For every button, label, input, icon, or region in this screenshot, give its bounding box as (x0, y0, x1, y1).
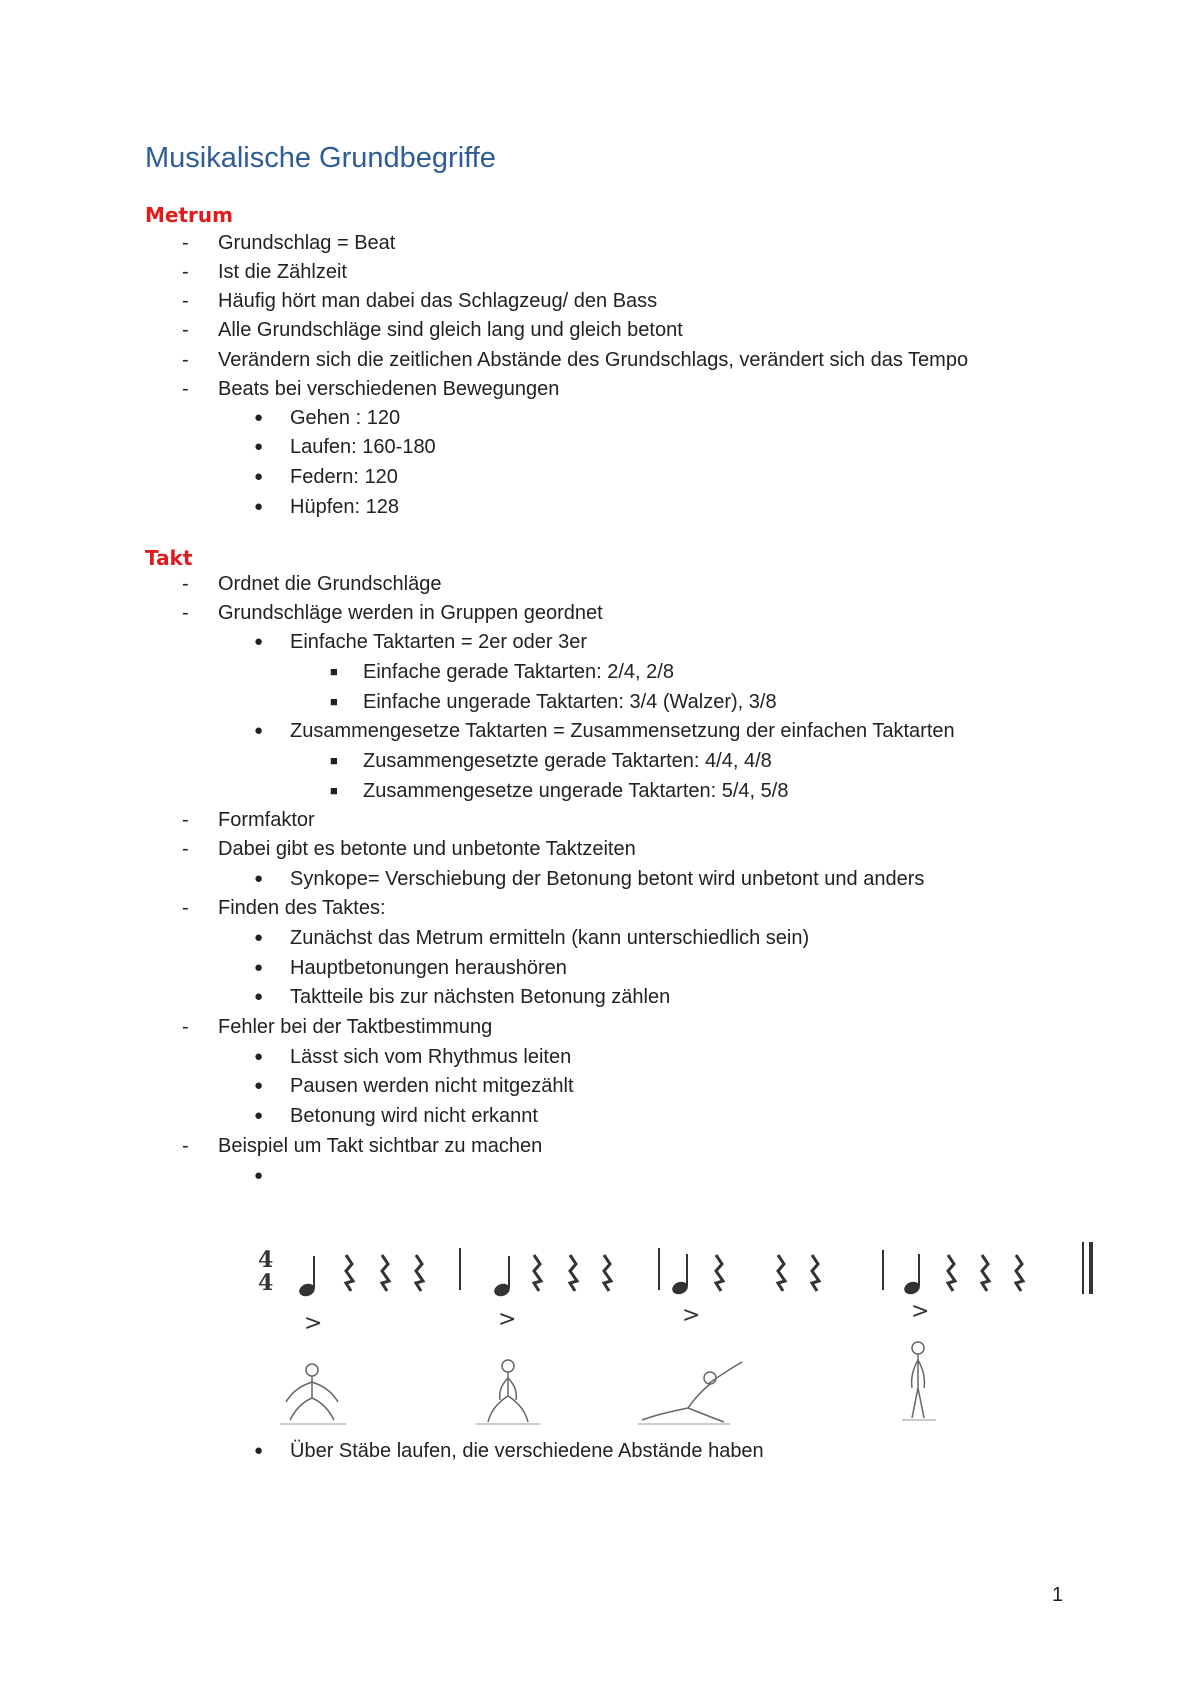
list-item: - Häufig hört man dabei das Schlagzeug/ den Bass (182, 290, 658, 312)
list-item: - Finden des Taktes: (182, 897, 386, 919)
list-item: - Fehler bei der Taktbestimmung (182, 1016, 493, 1038)
accent-mark: > (911, 1299, 930, 1324)
accent-mark: > (304, 1311, 323, 1336)
list-item: - Ist die Zählzeit (182, 261, 347, 283)
list-item: ■ Einfache ungerade Taktarten: 3/4 (Walzer), 3/8 (330, 691, 777, 713)
dash-marker: - (182, 349, 189, 371)
bullet-marker: ● (254, 988, 264, 1005)
list-item: ● Pausen werden nicht mitgezählt (254, 1075, 574, 1097)
list-item: - Beats bei verschiedenen Bewegungen (182, 378, 560, 400)
list-item: - Verändern sich die zeitlichen Abstände des Grundschlags, verändert sich das Tempo (182, 349, 969, 371)
rest-icon (570, 1255, 577, 1291)
list-item: ● Betonung wird nicht erkannt (254, 1105, 538, 1127)
dancer-figure (280, 1364, 346, 1424)
bullet-marker: ● (254, 959, 264, 976)
bullet-marker: ● (254, 929, 264, 946)
time-signature-bottom: 4 (258, 1270, 274, 1296)
list-item: ■ Einfache gerade Taktarten: 2/4, 2/8 (330, 661, 674, 683)
list-item: - Ordnet die Grundschläge (182, 573, 442, 595)
rhythm-figure (250, 1238, 1110, 1433)
section-heading-takt: Takt (145, 546, 193, 570)
list-item: ● Lässt sich vom Rhythmus leiten (254, 1046, 572, 1068)
list-item: ● Federn: 120 (254, 466, 398, 488)
dash-marker: - (182, 897, 189, 919)
list-item: ● Taktteile bis zur nächsten Betonung zählen (254, 986, 671, 1008)
rest-icon (948, 1255, 955, 1291)
bullet-marker: ● (254, 468, 264, 485)
rest-icon (534, 1255, 541, 1291)
bullet-marker: ● (254, 1048, 264, 1065)
list-item: ● Gehen : 120 (254, 407, 401, 429)
dash-marker: - (182, 261, 189, 283)
time-signature-top: 4 (258, 1247, 274, 1273)
dash-marker: - (182, 290, 189, 312)
list-item: - Formfaktor (182, 809, 315, 831)
quarter-note-icon (297, 1256, 316, 1298)
rest-icon (716, 1255, 723, 1291)
bullet-marker: ● (254, 633, 264, 650)
bullet-marker: ● (254, 438, 264, 455)
list-item: ● Hauptbetonungen heraushören (254, 957, 567, 979)
square-marker: ■ (330, 783, 338, 798)
square-marker: ■ (330, 664, 338, 679)
dash-marker: - (182, 838, 189, 860)
rest-icon (982, 1255, 989, 1291)
list-item: ● Laufen: 160-180 (254, 436, 436, 458)
quarter-note-icon (492, 1256, 511, 1298)
dash-marker: - (182, 573, 189, 595)
list-item: ● Zusammengesetze Taktarten = Zusammensetzung der einfachen Taktarten (254, 720, 955, 742)
rest-icon (416, 1255, 423, 1291)
rest-icon (346, 1255, 353, 1291)
quarter-note-icon (670, 1254, 689, 1296)
dash-marker: - (182, 1135, 189, 1157)
list-item: ● Hüpfen: 128 (254, 496, 399, 518)
rhythm-notation-image (250, 1238, 1110, 1433)
list-item: ■ Zusammengesetze ungerade Taktarten: 5/4, 5/8 (330, 780, 789, 802)
page-title: Musikalische Grundbegriffe (145, 142, 496, 174)
list-item (0, 1163, 1200, 1189)
list-item: - Alle Grundschläge sind gleich lang und gleich betont (182, 319, 683, 341)
bullet-marker: ● (254, 1077, 264, 1094)
section-heading-metrum: Metrum (145, 203, 233, 227)
rest-icon (812, 1255, 819, 1291)
quarter-note-icon (902, 1254, 921, 1296)
list-item: ■ Zusammengesetzte gerade Taktarten: 4/4, 4/8 (330, 750, 772, 772)
dancer-figure (476, 1360, 540, 1424)
square-marker: ■ (330, 694, 338, 709)
dancer-figure (638, 1362, 742, 1424)
list-item: - Beispiel um Takt sichtbar zu machen (182, 1135, 543, 1157)
square-marker: ■ (330, 753, 338, 768)
dancer-figure (902, 1342, 936, 1420)
rest-icon (778, 1255, 785, 1291)
bullet-marker: ● (254, 1107, 264, 1124)
bullet-marker: ● (254, 1442, 264, 1459)
list-item: - Dabei gibt es betonte und unbetonte Taktzeiten (182, 838, 636, 860)
dash-marker: - (182, 378, 189, 400)
list-item: ● Synkope= Verschiebung der Betonung betont wird unbetont und anders (254, 868, 925, 890)
dash-marker: - (182, 319, 189, 341)
bullet-marker: ● (254, 722, 264, 739)
accent-mark: > (498, 1307, 517, 1332)
list-item: - Grundschlag = Beat (182, 232, 396, 254)
list-item: ● Zunächst das Metrum ermitteln (kann unterschiedlich sein) (254, 927, 810, 949)
list-item: - Grundschläge werden in Gruppen geordnet (182, 602, 603, 624)
bullet-marker: ● (254, 1167, 264, 1184)
dash-marker: - (182, 602, 189, 624)
bullet-marker: ● (254, 498, 264, 515)
rest-icon (382, 1255, 389, 1291)
page-number: 1 (1052, 1584, 1064, 1606)
rest-icon (1016, 1255, 1023, 1291)
bullet-marker: ● (254, 409, 264, 426)
dash-marker: - (182, 232, 189, 254)
list-item: ● Über Stäbe laufen, die verschiedene Abstände haben (254, 1440, 764, 1462)
dash-marker: - (182, 1016, 189, 1038)
bullet-marker: ● (254, 870, 264, 887)
rest-icon (604, 1255, 611, 1291)
dash-marker: - (182, 809, 189, 831)
accent-mark: > (682, 1303, 701, 1328)
list-item: ● Einfache Taktarten = 2er oder 3er (254, 631, 588, 653)
